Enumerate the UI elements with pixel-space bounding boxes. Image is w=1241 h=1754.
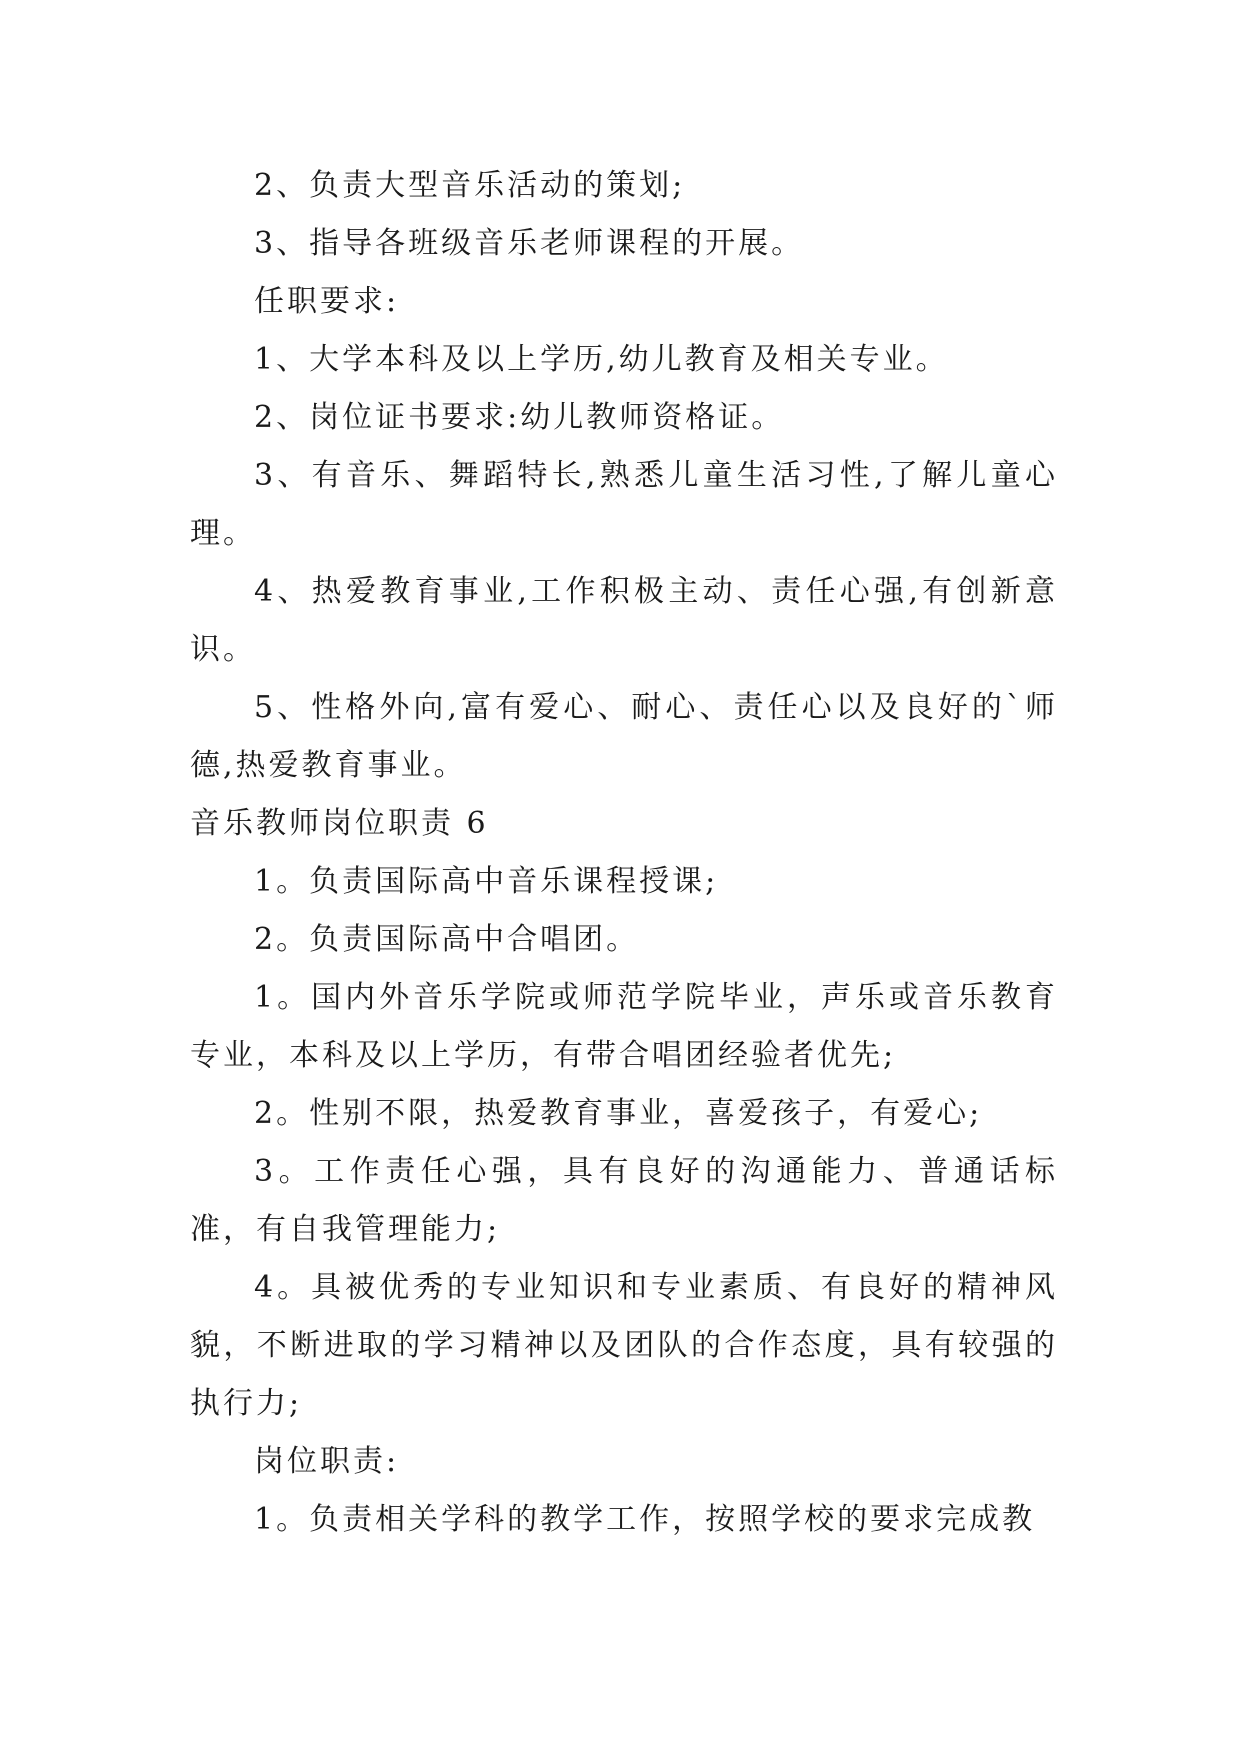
paragraph: 2。负责国际高中合唱团。 <box>254 922 640 957</box>
paragraph: 任职要求: <box>254 284 400 319</box>
paragraph: 2、负责大型音乐活动的策划; <box>254 168 686 203</box>
paragraph: 3、有音乐、舞蹈特长,熟悉儿童生活习性,了解儿童心理。 <box>190 458 1058 551</box>
paragraph: 3。工作责任心强，具有良好的沟通能力、普通话标准，有自我管理能力; <box>190 1154 1058 1247</box>
section-heading: 音乐教师岗位职责 6 <box>190 806 489 841</box>
document-body <box>190 157 1058 1549</box>
paragraph: 3、指导各班级音乐老师课程的开展。 <box>254 226 805 261</box>
paragraph: 2、岗位证书要求:幼儿教师资格证。 <box>254 400 785 435</box>
paragraph: 1。负责国际高中音乐课程授课; <box>254 864 719 899</box>
paragraph: 2。性别不限，热爱教育事业，喜爱孩子，有爱心; <box>254 1096 983 1131</box>
paragraph: 岗位职责: <box>254 1444 400 1479</box>
paragraph: 4、热爱教育事业,工作积极主动、责任心强,有创新意识。 <box>190 574 1058 667</box>
paragraph: 1、大学本科及以上学历,幼儿教育及相关专业。 <box>254 342 949 377</box>
paragraph: 1。负责相关学科的教学工作，按照学校的要求完成教 <box>254 1502 1036 1537</box>
paragraph: 1。国内外音乐学院或师范学院毕业，声乐或音乐教育专业，本科及以上学历，有带合唱团经验者优先; <box>190 980 1058 1073</box>
paragraph: 4。具被优秀的专业知识和专业素质、有良好的精神风貌，不断进取的学习精神以及团队的合作态度，具有较强的执行力; <box>190 1270 1058 1421</box>
paragraph: 5、性格外向,富有爱心、耐心、责任心以及良好的`师德,热爱教育事业。 <box>190 690 1058 783</box>
